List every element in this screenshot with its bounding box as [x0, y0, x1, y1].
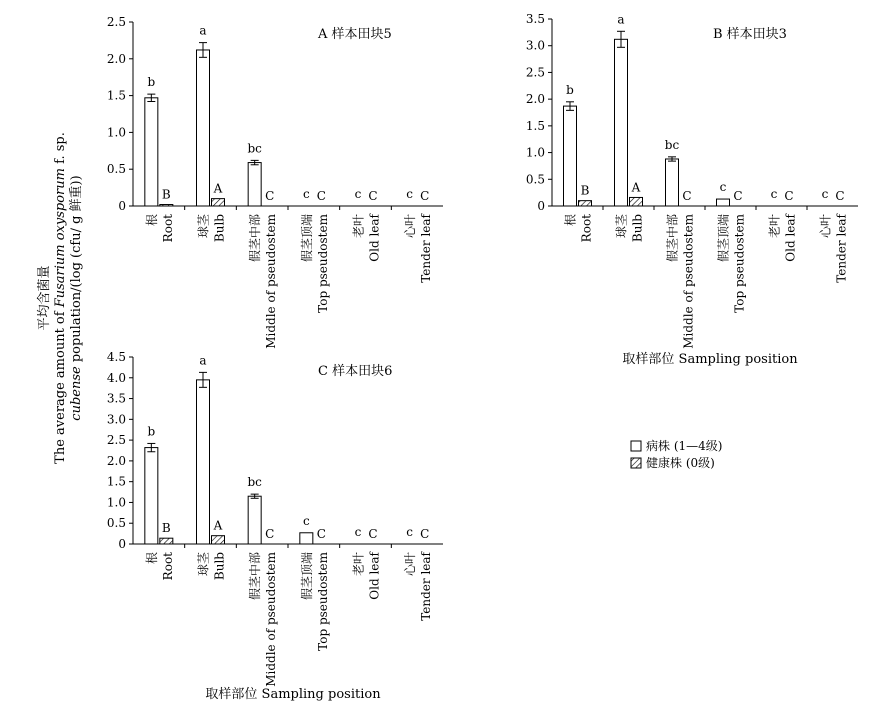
sig-letter-healthy: C	[265, 189, 275, 203]
category-label-en: Middle of pseudostem	[264, 552, 279, 687]
bar-diseased	[145, 98, 158, 206]
sig-letter-diseased: c	[770, 187, 778, 201]
category-label-en: Root	[579, 214, 594, 243]
sig-letter-healthy: C	[420, 527, 430, 541]
x-axis-label: 取样部位 Sampling position	[622, 352, 798, 367]
category-label-en: Old leaf	[367, 552, 382, 600]
y-tick-label: 3.5	[525, 12, 545, 26]
sig-letter-diseased: a	[199, 23, 207, 38]
sig-letter-diseased: b	[147, 424, 156, 439]
y-tick-label: 1.0	[525, 145, 545, 160]
sig-letter-healthy: C	[265, 527, 275, 541]
y-tick-label: 2.0	[106, 453, 126, 468]
y-tick-label: 0.5	[525, 172, 545, 187]
panels	[107, 12, 858, 702]
y-tick-label: 0	[118, 537, 126, 551]
y-axis-label-en-line1: The average amount of Fusarium oxysporum f. sp.	[53, 132, 68, 464]
category-label-cn: 假茎顶端	[299, 214, 314, 263]
category-label-cn: 球茎	[614, 214, 629, 239]
sig-letter-diseased: a	[199, 353, 207, 368]
bar-diseased	[666, 159, 679, 206]
sig-letter-healthy: C	[368, 527, 378, 541]
y-tick-label: 1.5	[106, 88, 126, 103]
y-tick-label: 4.0	[106, 370, 126, 385]
category-label-en: Bulb	[630, 214, 645, 243]
y-tick-label: 0.5	[106, 516, 126, 531]
sig-letter-healthy: C	[316, 527, 326, 541]
sig-letter-diseased: b	[566, 82, 574, 97]
sig-letter-healthy: C	[316, 189, 326, 203]
panel-a	[107, 15, 443, 349]
sig-letter-healthy: A	[213, 181, 223, 196]
category-label	[144, 552, 175, 580]
y-axis-label-en-line2: cubense population/(log (cfu/ g 鲜重))	[69, 175, 84, 421]
y-tick-label: 1.5	[106, 474, 126, 489]
y-tick-label: 2.0	[525, 92, 545, 107]
sig-letter-healthy: C	[420, 189, 430, 203]
category-label-cn: 球茎	[196, 214, 211, 239]
bar-healthy	[160, 538, 173, 544]
y-tick-label: 2.5	[106, 433, 126, 448]
bar-healthy	[579, 201, 592, 206]
sig-letter-healthy: B	[161, 521, 171, 536]
category-label-en: Root	[160, 214, 175, 243]
category-label-en: Bulb	[212, 552, 227, 581]
sig-letter-diseased: bc	[664, 137, 680, 152]
bar-diseased	[717, 199, 730, 206]
bar-healthy	[212, 536, 225, 544]
bar-healthy	[630, 197, 643, 206]
category-label	[144, 214, 175, 242]
bar-diseased	[197, 50, 210, 206]
category-label-en: Old leaf	[783, 214, 798, 262]
sig-letter-diseased: c	[821, 187, 829, 201]
category-label-cn: 心叶	[403, 214, 418, 239]
sig-letter-healthy: C	[784, 189, 794, 203]
y-tick-label: 3.0	[525, 38, 545, 53]
sig-letter-diseased: c	[302, 513, 310, 528]
sig-letter-healthy: A	[631, 180, 641, 195]
bar-healthy	[160, 205, 173, 206]
sig-letter-healthy: A	[213, 518, 223, 533]
category-label-en: Bulb	[212, 214, 227, 243]
category-label-en: Root	[160, 552, 175, 581]
category-label-en: Top pseudostem	[315, 214, 330, 313]
category-label-cn: 根	[563, 214, 578, 227]
category-label-en: Middle of pseudostem	[264, 214, 279, 349]
y-tick-label: 0	[537, 199, 545, 213]
bar-diseased	[300, 533, 313, 544]
bar-diseased	[145, 448, 158, 544]
category-label-cn: 心叶	[818, 214, 833, 239]
category-label	[403, 212, 433, 282]
category-label	[665, 213, 696, 348]
sig-letter-diseased: c	[302, 187, 310, 201]
category-label-cn: 假茎顶端	[716, 214, 731, 263]
category-label-en: Tender leaf	[419, 552, 434, 621]
legend-swatch-diseased	[631, 441, 641, 451]
y-tick-label: 3.0	[106, 412, 126, 427]
category-label-cn: 老叶	[351, 214, 366, 239]
y-tick-label: 2.5	[106, 15, 126, 29]
sig-letter-healthy: C	[368, 189, 378, 203]
category-label-en: Top pseudostem	[315, 552, 330, 651]
category-label-cn: 球茎	[196, 552, 211, 577]
category-label	[716, 213, 747, 312]
category-label-en: Top pseudostem	[732, 214, 747, 313]
panel-c	[107, 350, 443, 702]
category-label	[614, 213, 645, 242]
category-label	[299, 213, 330, 312]
bar-diseased	[615, 39, 628, 206]
bar-diseased	[248, 163, 261, 206]
sig-letter-diseased: bc	[247, 475, 262, 490]
y-tick-label: 0.5	[106, 162, 126, 177]
category-label-cn: 老叶	[767, 214, 782, 239]
y-tick-label: 1.0	[106, 495, 126, 510]
bar-healthy	[212, 199, 225, 206]
y-tick-label: 2.5	[525, 65, 545, 80]
sig-letter-healthy: B	[580, 183, 590, 198]
legend-swatch-healthy	[631, 458, 641, 468]
category-label	[767, 212, 798, 261]
legend-label-diseased: 病株 (1—4级)	[646, 439, 723, 453]
category-label-cn: 根	[144, 552, 159, 565]
legend	[631, 438, 722, 470]
y-tick-label: 3.5	[106, 391, 126, 406]
category-label-cn: 老叶	[351, 552, 366, 577]
y-tick-label: 4.5	[106, 350, 126, 364]
category-label-en: Middle of pseudostem	[681, 214, 696, 349]
category-label	[299, 551, 330, 650]
sig-letter-healthy: B	[161, 187, 171, 202]
sig-letter-healthy: C	[835, 189, 845, 203]
sig-letter-diseased: c	[354, 525, 362, 539]
sig-letter-healthy: C	[682, 189, 692, 203]
y-axis-label	[37, 132, 84, 464]
panel-b	[526, 12, 858, 367]
category-label	[819, 212, 849, 282]
sig-letter-diseased: b	[147, 75, 156, 90]
category-label-cn: 假茎中部	[248, 214, 263, 263]
sig-letter-diseased: c	[406, 187, 414, 201]
category-label-en: Tender leaf	[834, 214, 849, 283]
category-label-cn: 假茎中部	[665, 214, 680, 263]
y-tick-label: 1.0	[106, 125, 126, 140]
category-label	[196, 213, 227, 242]
panel-title: C 样本田块6	[318, 364, 393, 379]
sig-letter-diseased: c	[719, 180, 727, 195]
category-label	[351, 212, 382, 261]
category-label-cn: 假茎顶端	[299, 552, 314, 601]
bar-diseased	[197, 380, 210, 544]
category-label	[563, 214, 594, 242]
category-label	[247, 551, 278, 686]
y-tick-label: 0	[118, 199, 126, 213]
category-label-en: Tender leaf	[419, 214, 434, 283]
bar-diseased	[564, 106, 577, 206]
panel-title: A 样本田块5	[318, 27, 392, 42]
legend-label-healthy: 健康株 (0级)	[646, 456, 715, 470]
sig-letter-healthy: C	[733, 189, 743, 203]
category-label-cn: 根	[144, 214, 159, 227]
category-label-cn: 假茎中部	[248, 552, 263, 601]
category-label	[403, 550, 433, 620]
category-label	[247, 213, 278, 348]
sig-letter-diseased: c	[354, 187, 362, 201]
category-label	[196, 551, 227, 580]
bar-diseased	[248, 496, 261, 544]
panel-title: B 样本田块3	[713, 27, 787, 42]
category-label-en: Old leaf	[367, 214, 382, 262]
sig-letter-diseased: a	[617, 12, 625, 27]
category-label-cn: 心叶	[403, 552, 418, 577]
x-axis-label: 取样部位 Sampling position	[205, 687, 381, 702]
sig-letter-diseased: c	[406, 525, 414, 539]
sig-letter-diseased: bc	[247, 141, 262, 156]
y-tick-label: 1.5	[525, 118, 545, 133]
category-label	[351, 550, 382, 599]
y-tick-label: 2.0	[106, 51, 126, 66]
y-axis-label-cn: 平均含菌量	[37, 265, 52, 331]
